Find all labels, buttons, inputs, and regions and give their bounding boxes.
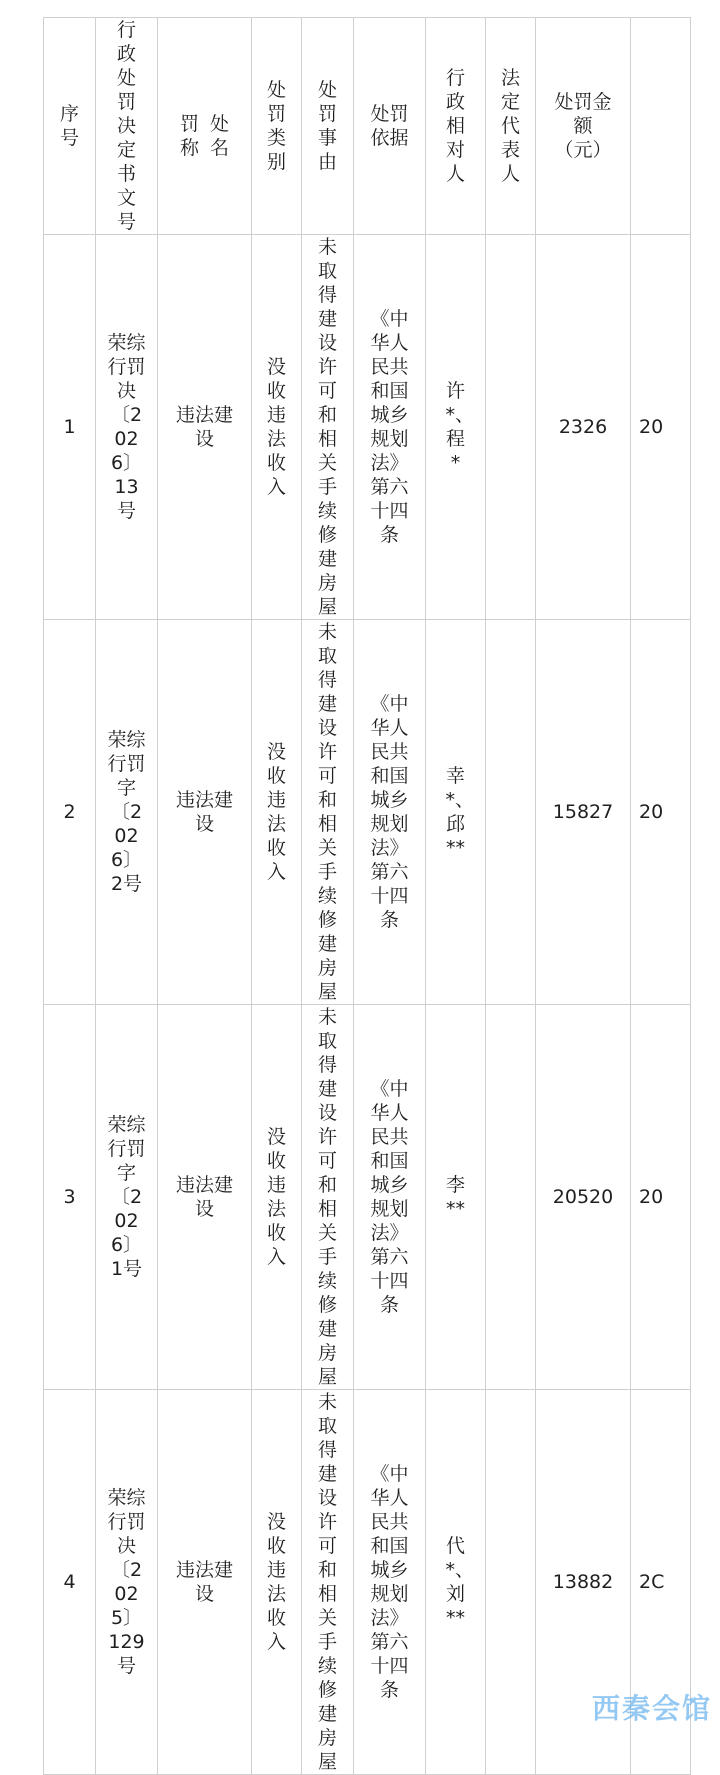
penalty-table: [43, 17, 691, 1775]
cell-legal-rep: [486, 1005, 536, 1390]
cell-basis: 《中华人民共和国城乡规划法》第六十四条: [354, 1390, 426, 1775]
cell-amount: 13882: [536, 1390, 631, 1775]
cell-basis: 《中华人民共和国城乡规划法》第六十四条: [354, 1005, 426, 1390]
cell-category: 没收违法收入: [252, 1390, 302, 1775]
table-row: [44, 235, 691, 620]
cell-case-name: 违法建设: [158, 235, 252, 620]
cell-amount: 15827: [536, 620, 631, 1005]
cell-doc-no: 荣综行罚字〔2026〕1号: [96, 1005, 158, 1390]
cell-amount: 2326: [536, 235, 631, 620]
table-row: [44, 620, 691, 1005]
cell-category: 没收违法收入: [252, 620, 302, 1005]
cell-date: 20: [631, 235, 691, 620]
cell-category: 没收违法收入: [252, 1005, 302, 1390]
cell-category: 没收违法收入: [252, 235, 302, 620]
cell-doc-no: 荣综行罚决〔2026〕13号: [96, 235, 158, 620]
cell-date: 20: [631, 620, 691, 1005]
cell-reason: 未取得建设许可和相关手续修建房屋: [302, 1005, 354, 1390]
cell-legal-rep: [486, 620, 536, 1005]
cell-reason: 未取得建设许可和相关手续修建房屋: [302, 1390, 354, 1775]
cell-date: 20: [631, 1005, 691, 1390]
header-reason: 处罚事由: [302, 18, 354, 235]
cell-case-name: 违法建设: [158, 620, 252, 1005]
cell-doc-no: 荣综行罚字〔2026〕2号: [96, 620, 158, 1005]
header-doc-no: 行政处罚决定书文号: [96, 18, 158, 235]
header-amount: 处罚金额（元）: [536, 18, 631, 235]
cell-party: 幸*、邱**: [426, 620, 486, 1005]
cell-seq: 3: [44, 1005, 96, 1390]
cell-seq: 4: [44, 1390, 96, 1775]
header-legal-rep: 法定代表人: [486, 18, 536, 235]
header-case-name-col1: 罚称: [179, 113, 199, 159]
cell-legal-rep: [486, 1390, 536, 1775]
cell-reason: 未取得建设许可和相关手续修建房屋: [302, 620, 354, 1005]
cell-basis: 《中华人民共和国城乡规划法》第六十四条: [354, 235, 426, 620]
header-party: 行政相对人: [426, 18, 486, 235]
cell-party: 李**: [426, 1005, 486, 1390]
cell-case-name: 违法建设: [158, 1005, 252, 1390]
cell-party: 许*、程*: [426, 235, 486, 620]
cell-case-name: 违法建设: [158, 1390, 252, 1775]
cell-legal-rep: [486, 235, 536, 620]
header-date: [631, 18, 691, 235]
cell-party: 代*、刘**: [426, 1390, 486, 1775]
cell-doc-no: 荣综行罚决〔2025〕129号: [96, 1390, 158, 1775]
cell-reason: 未取得建设许可和相关手续修建房屋: [302, 235, 354, 620]
header-seq: 序号: [44, 18, 96, 235]
cell-seq: 2: [44, 620, 96, 1005]
cell-date: 2C: [631, 1390, 691, 1775]
header-row: [44, 18, 691, 235]
cell-basis: 《中华人民共和国城乡规划法》第六十四条: [354, 620, 426, 1005]
cell-amount: 20520: [536, 1005, 631, 1390]
header-case-name-col2: 处名: [209, 113, 229, 159]
table-row: [44, 1005, 691, 1390]
watermark-logo: 西秦会馆: [591, 1692, 712, 1725]
header-category: 处罚类别: [252, 18, 302, 235]
cell-seq: 1: [44, 235, 96, 620]
header-basis: 处罚依据: [354, 18, 426, 235]
header-case-name: [158, 18, 252, 235]
